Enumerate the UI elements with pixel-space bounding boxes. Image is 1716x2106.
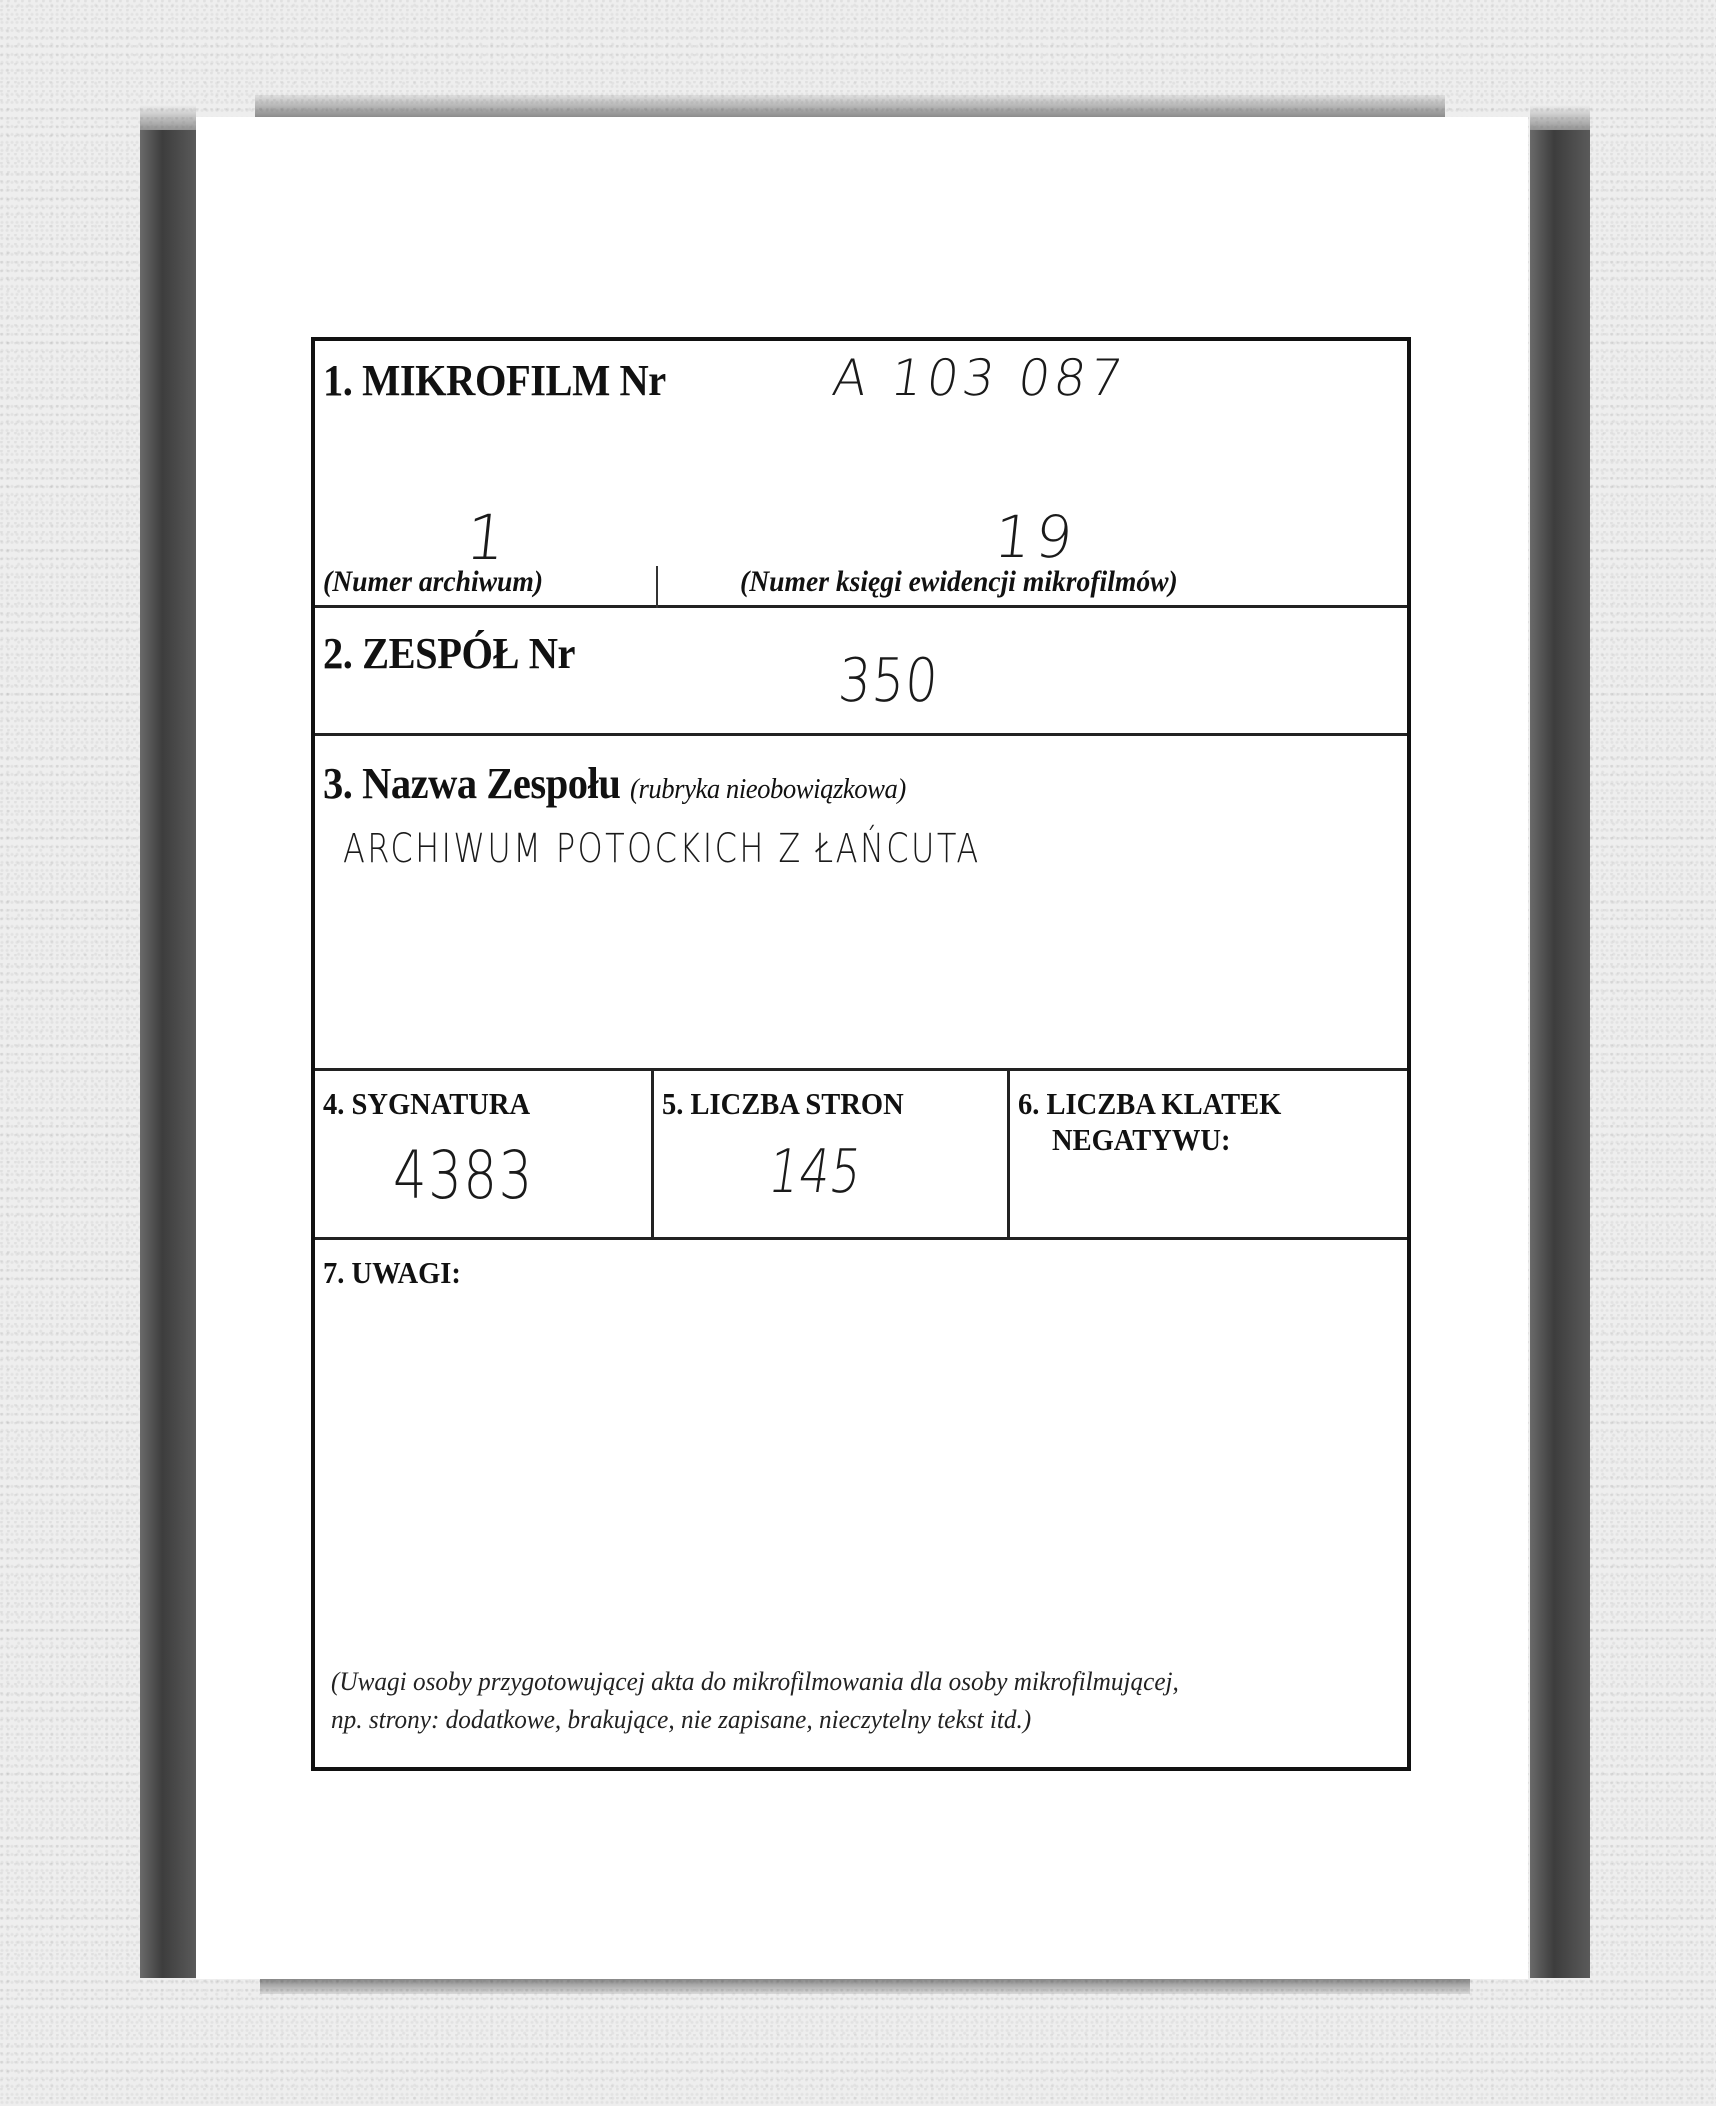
register-number-caption: (Numer księgi ewidencji mikrofilmów) (740, 565, 1178, 598)
card-bottom-shadow (260, 1978, 1470, 1994)
microfilm-number-label: 1. MIKROFILM Nr (323, 356, 666, 405)
fonds-number-value: 350 (836, 646, 941, 716)
signature-label: 4. SYGNATURA (323, 1086, 531, 1121)
fonds-name-optional-hint: (rubryka nieobowiązkowa) (630, 773, 906, 805)
register-number-value: 19 (990, 503, 1080, 571)
section-fonds-number (315, 608, 1407, 736)
archive-number-value: 1 (462, 501, 514, 574)
negative-frames-label-line1: 6. LICZBA KLATEK (1018, 1086, 1282, 1121)
microfilm-form (311, 337, 1411, 1771)
film-edge-right (1530, 130, 1590, 1978)
cell-negative-frames (1010, 1071, 1407, 1237)
cell-page-count (654, 1071, 1008, 1237)
microfilm-number-value: A 103 087 (828, 349, 1130, 407)
section-fonds-name (315, 736, 1407, 1071)
fonds-number-label: 2. ZESPÓŁ Nr (323, 629, 576, 678)
remarks-label: 7. UWAGI: (323, 1255, 461, 1290)
page-count-label: 5. LICZBA STRON (662, 1086, 904, 1121)
archive-number-caption: (Numer archiwum) (323, 565, 544, 598)
fonds-name-value: ARCHIWUM POTOCKICH Z ŁAŃCUTA (343, 826, 981, 872)
negative-frames-label-line2: NEGATYWU: (1052, 1122, 1231, 1157)
signature-value: 4383 (393, 1137, 534, 1214)
page-count-value: 145 (764, 1137, 866, 1207)
film-edge-left (140, 130, 196, 1978)
card-top-shadow (255, 95, 1445, 117)
remarks-note-line2: np. strony: dodatkowe, brakujące, nie zapisane, nieczytelny tekst itd.) (331, 1705, 1032, 1734)
remarks-note-line1: (Uwagi osoby przygotowującej akta do mikrofilmowania dla osoby mikrofilmującej, (331, 1667, 1179, 1696)
section-details-row (315, 1071, 1407, 1240)
caption-divider (656, 566, 658, 608)
fonds-name-label-text: 3. Nazwa Zespołu (323, 759, 621, 808)
cell-signature (315, 1071, 653, 1237)
section-microfilm-number (315, 341, 1407, 608)
section-remarks (315, 1240, 1407, 1767)
fonds-name-label (323, 758, 906, 809)
